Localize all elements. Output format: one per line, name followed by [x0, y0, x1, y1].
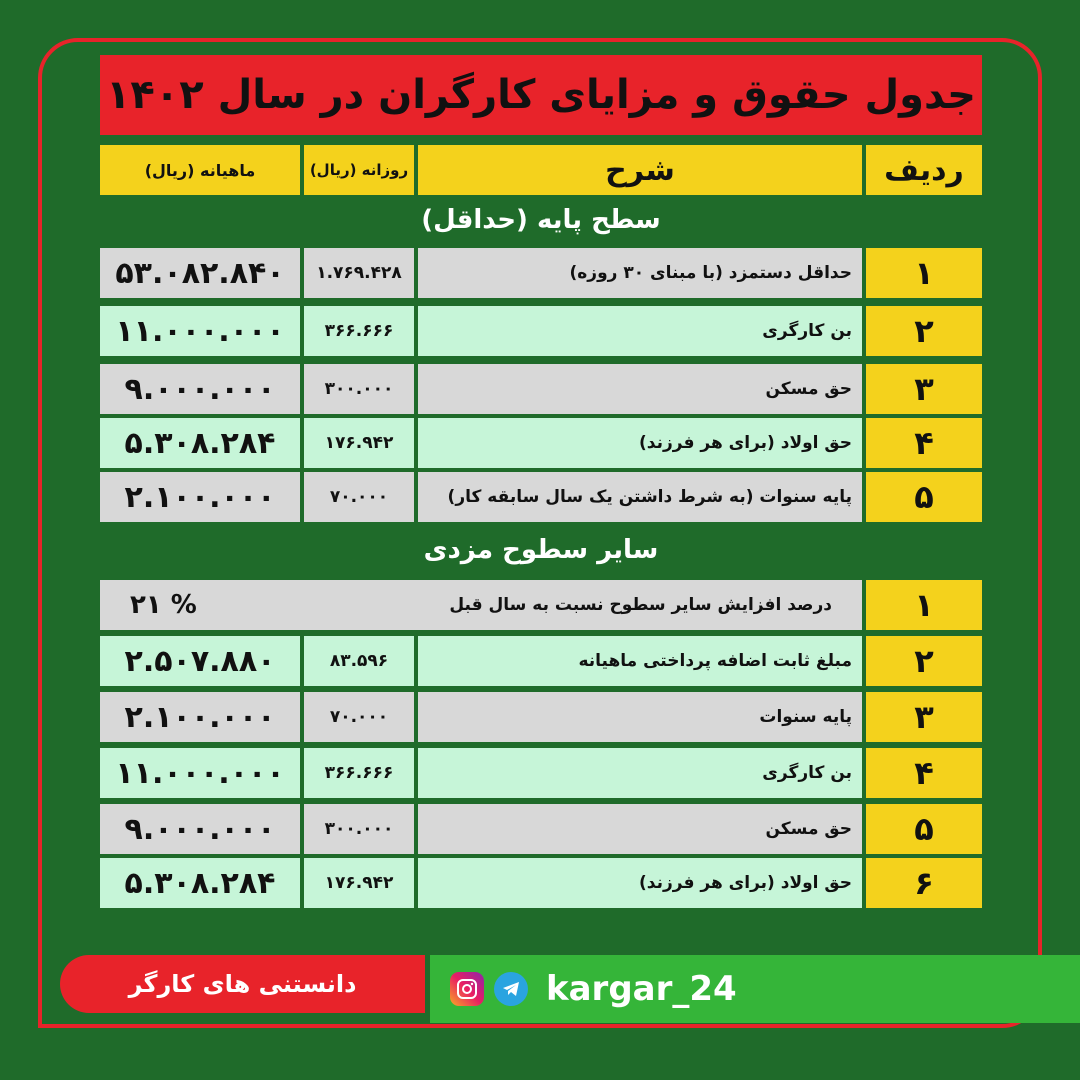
- row-number: ۶: [866, 858, 982, 908]
- table-row: [100, 418, 982, 468]
- header-row: ردیف: [866, 145, 982, 195]
- desc-cell: حق اولاد (برای هر فرزند): [418, 418, 862, 468]
- table-row: [100, 858, 982, 908]
- table-row: [100, 472, 982, 522]
- daily-cell: ۳۶۶.۶۶۶: [304, 748, 414, 798]
- monthly-cell: ۹.۰۰۰.۰۰۰: [100, 804, 300, 854]
- desc-cell: حق مسکن: [418, 364, 862, 414]
- row-number: ۵: [866, 804, 982, 854]
- row-number: ۱: [866, 580, 982, 630]
- monthly-cell: ۱۱.۰۰۰.۰۰۰: [100, 306, 300, 356]
- daily-cell: ۱.۷۶۹.۴۲۸: [304, 248, 414, 298]
- daily-cell: ۷۰.۰۰۰: [304, 472, 414, 522]
- section-title-base: سطح پایه (حداقل): [421, 205, 661, 235]
- table-row: [100, 748, 982, 798]
- desc-cell: حق مسکن: [418, 804, 862, 854]
- daily-cell: ۱۷۶.۹۴۲: [304, 858, 414, 908]
- desc-cell: درصد افزایش سایر سطوح نسبت به سال قبل: [449, 595, 832, 615]
- instagram-icon[interactable]: [450, 972, 484, 1006]
- monthly-cell: ۱۱.۰۰۰.۰۰۰: [100, 748, 300, 798]
- desc-cell: بن کارگری: [418, 748, 862, 798]
- row-number: ۴: [866, 418, 982, 468]
- row-number: ۲: [866, 306, 982, 356]
- desc-cell: بن کارگری: [418, 306, 862, 356]
- row-number: ۵: [866, 472, 982, 522]
- monthly-cell: ۵.۳۰۸.۲۸۴: [100, 858, 300, 908]
- desc-cell: حق اولاد (برای هر فرزند): [418, 858, 862, 908]
- table-row: [100, 636, 982, 686]
- table-row: [100, 580, 982, 630]
- daily-cell: ۸۳.۵۹۶: [304, 636, 414, 686]
- row-number: ۳: [866, 692, 982, 742]
- channel-handle[interactable]: kargar_24: [546, 969, 737, 1009]
- daily-cell: ۳۰۰.۰۰۰: [304, 364, 414, 414]
- table-row: [100, 364, 982, 414]
- page-title: جدول حقوق و مزایای کارگران در سال ۱۴۰۲: [100, 55, 982, 135]
- desc-cell: پایه سنوات: [418, 692, 862, 742]
- table-row: [100, 804, 982, 854]
- percent-value: ۲۱ %: [130, 590, 197, 620]
- daily-cell: ۱۷۶.۹۴۲: [304, 418, 414, 468]
- daily-cell: ۳۶۶.۶۶۶: [304, 306, 414, 356]
- brand-banner: دانستنی های کارگر: [60, 955, 425, 1013]
- row-number: ۴: [866, 748, 982, 798]
- telegram-icon[interactable]: [494, 972, 528, 1006]
- monthly-cell: ۹.۰۰۰.۰۰۰: [100, 364, 300, 414]
- daily-cell: ۳۰۰.۰۰۰: [304, 804, 414, 854]
- monthly-cell: ۲.۱۰۰.۰۰۰: [100, 692, 300, 742]
- merged-cell: [100, 580, 862, 630]
- desc-cell: مبلغ ثابت اضافه پرداختی ماهیانه: [418, 636, 862, 686]
- monthly-cell: ۵۳.۰۸۲.۸۴۰: [100, 248, 300, 298]
- header-daily: روزانه (ریال): [304, 145, 414, 195]
- monthly-cell: ۲.۵۰۷.۸۸۰: [100, 636, 300, 686]
- row-number: ۲: [866, 636, 982, 686]
- row-number: ۳: [866, 364, 982, 414]
- table-row: [100, 306, 982, 356]
- desc-cell: حداقل دستمزد (با مبنای ۳۰ روزه): [418, 248, 862, 298]
- section-title-other: سایر سطوح مزدی: [423, 535, 659, 565]
- table-row: [100, 248, 982, 298]
- row-number: ۱: [866, 248, 982, 298]
- header-desc: شرح: [418, 145, 862, 195]
- social-banner: [430, 955, 1080, 1023]
- daily-cell: ۷۰.۰۰۰: [304, 692, 414, 742]
- desc-cell: پایه سنوات (به شرط داشتن یک سال سابقه کار): [418, 472, 862, 522]
- monthly-cell: ۲.۱۰۰.۰۰۰: [100, 472, 300, 522]
- header-monthly: ماهیانه (ریال): [100, 145, 300, 195]
- monthly-cell: ۵.۳۰۸.۲۸۴: [100, 418, 300, 468]
- table-row: [100, 692, 982, 742]
